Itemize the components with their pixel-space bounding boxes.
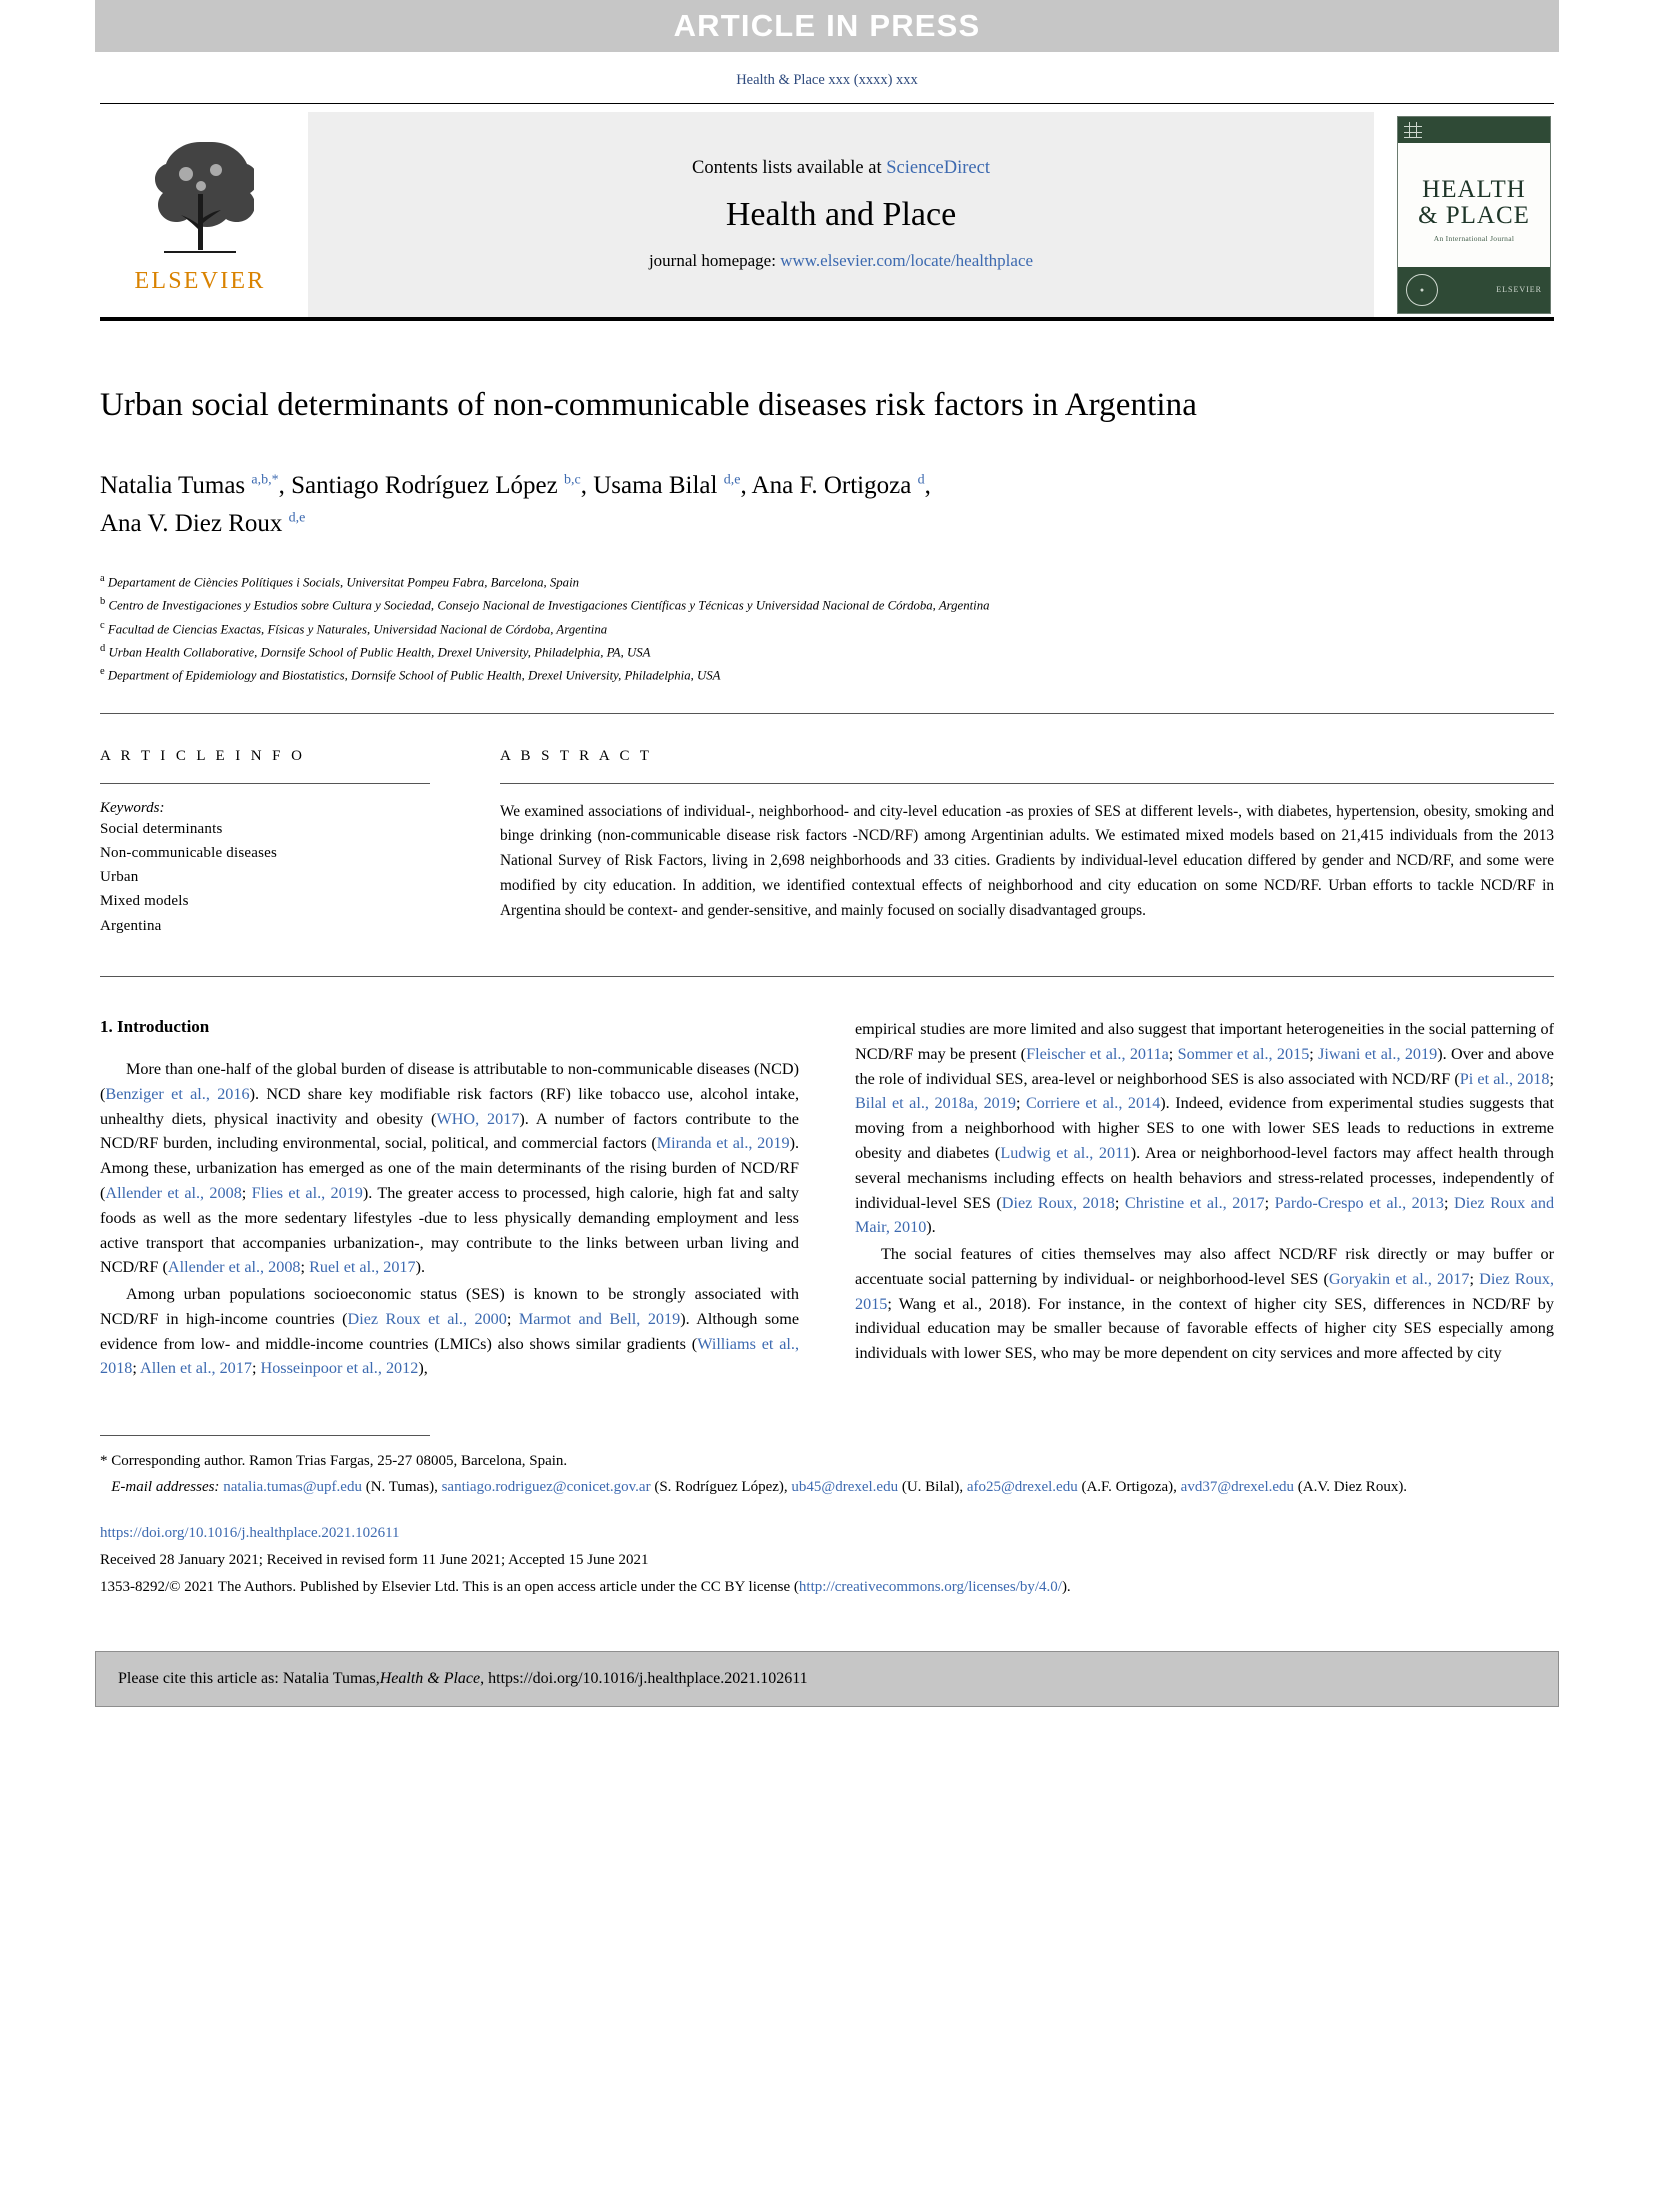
body-columns — [100, 1017, 1554, 1383]
citation-link[interactable]: Diez Roux, 2018 — [1001, 1193, 1115, 1212]
citation-link[interactable]: Allender et al., 2008 — [167, 1258, 301, 1277]
author-list: Natalia Tumas $^{a,b,*}$, Santiago Rodríguez López $^{b,c}$, Usama Bilal $^{d,e}$, Ana F. Ortigoza $^d$, Ana V. Diez Roux $^{d,e}$ — [100, 472, 931, 537]
citation-link[interactable]: Sommer et al., 2015 — [1177, 1044, 1310, 1063]
cover-top-bar — [1398, 117, 1550, 143]
affiliation-item: $^b$ Centro de Investigaciones y Estudios sobre Cultura y Sociedad, Consejo Nacional de Investigaciones Científicas y Técnicas y Universidad Nacional de Córdoba, Argentina — [100, 596, 990, 613]
affiliation-item: $^d$ Urban Health Collaborative, Dornsife School of Public Health, Drexel University, Philadelphia, PA, USA — [100, 643, 651, 660]
publication-history: Received 28 January 2021; Received in revised form 11 June 2021; Accepted 15 June 2021 — [100, 1551, 649, 1568]
cover-title-line1: HEALTH — [1422, 175, 1526, 203]
cover-subtitle: An International Journal — [1433, 234, 1515, 243]
elsevier-logo — [100, 112, 308, 317]
citation-link[interactable]: Benziger et al., 2016 — [105, 1084, 250, 1103]
email-addresses: E-mail addresses: natalia.tumas@upf.edu (N. Tumas), santiago.rodriguez@conicet.gov.ar (S. Rodríguez López), ub45@drexel.edu (U. Bilal), afo25@drexel.edu (A.F. Ortigoza), avd37@drexel.edu (A.V. Diez Roux). — [111, 1479, 1408, 1496]
citation-link[interactable]: Diez Roux et al., 2000 — [347, 1309, 507, 1328]
keyword-item: Mixed models — [100, 893, 189, 910]
article-info-label: A R T I C L E I N F O — [100, 747, 306, 764]
journal-citation-line: Health & Place xxx (xxxx) xxx — [736, 72, 918, 88]
doi-link[interactable]: https://doi.org/10.1016/j.healthplace.2021.102611 — [100, 1524, 400, 1541]
citation-link[interactable]: Marmot and Bell, 2019 — [518, 1309, 681, 1328]
license-suffix: ). — [1061, 1579, 1071, 1596]
cite-journal: Health & Place — [379, 1670, 481, 1688]
citation-link[interactable]: Fleischer et al., 2011a — [1026, 1044, 1169, 1063]
email-link[interactable]: avd37@drexel.edu — [1180, 1479, 1295, 1496]
paragraph: The social features of cities themselves may also affect NCD/RF risk directly or may buffer or accentuate social patterning by individual- or neighborhood-level SES (Goryakin et al., 2017; Diez Roux, 2015; Wang et al., 2018). For instance, in the context of higher city SES, differences in NCD/RF by individual education may be smaller because of favorable effects of higher city SES especially among individuals with lower SES, who may be more dependent on city services and more affected by city — [855, 1245, 1554, 1363]
abstract-column — [500, 748, 1554, 938]
keyword-item: Social determinants — [100, 820, 223, 837]
citation-link[interactable]: Hosseinpoor et al., 2012 — [260, 1359, 419, 1378]
page-title: Urban social determinants of non-communicable diseases risk factors in Argentina — [100, 387, 1197, 423]
journal-homepage-line — [649, 251, 1033, 271]
elsevier-tree-icon — [146, 134, 254, 264]
article-info-column — [100, 748, 430, 938]
article-in-press-banner — [95, 0, 1559, 52]
seal-icon: ● — [1406, 274, 1438, 306]
citation-link[interactable]: Flies et al., 2019 — [251, 1183, 363, 1202]
license-line — [100, 1576, 1554, 1599]
license-prefix: 1353-8292/© 2021 The Authors. Published by Elsevier Ltd. This is an open access article under the CC BY license ( — [100, 1579, 799, 1596]
keyword-item: Non-communicable diseases — [100, 844, 278, 861]
info-divider-top — [100, 713, 1554, 714]
citation-link[interactable]: Bilal et al., 2018a, 2019 — [855, 1094, 1016, 1113]
citation-link[interactable]: Pi et al., 2018 — [1459, 1069, 1550, 1088]
citation-link[interactable]: Allender et al., 2008 — [105, 1183, 242, 1202]
journal-banner — [308, 112, 1374, 317]
keyword-item: Urban — [100, 869, 139, 886]
body-divider — [100, 976, 1554, 977]
footnote-divider — [100, 1435, 430, 1436]
abstract-label: A B S T R A C T — [500, 747, 653, 764]
contents-line — [692, 158, 990, 179]
citation-link[interactable]: Christine et al., 2017 — [1124, 1193, 1265, 1212]
cover-bottom-bar — [1398, 267, 1550, 313]
paragraph: Among urban populations socioeconomic status (SES) is known to be strongly associated with NCD/RF in high-income countries (Diez Roux et al., 2000; Marmot and Bell, 2019). Although some evidence from low- and middle-income countries (LMICs) also shows similar gradients (Williams et al., 2018; Allen et al., 2017; Hosseinpoor et al., 2012), — [100, 1285, 800, 1378]
journal-title: Health and Place — [725, 196, 957, 233]
citation-link[interactable]: Diez Roux and Mair, 2010 — [855, 1193, 1555, 1237]
paragraph: More than one-half of the global burden of disease is attributable to non-communicable diseases (NCD) (Benziger et al., 2016). NCD share key modifiable risk factors (RF) like tobacco use, alcohol intake, unhealthy diets, physical inactivity and obesity (WHO, 2017). A number of factors contribute to the NCD/RF burden, including environmental, social, political, and commercial factors (Miranda et al., 2019). Among these, urbanization has emerged as one of the main determinants of the rising burden of NCD/RF (Allender et al., 2008; Flies et al., 2019). The greater access to processed, high calorie, high fat and salty foods as well as the more sedentary lifestyles -due to less physically demanding employment and less active transport that accompanies urbanization-, may contribute to the links between urban living and NCD/RF (Allender et al., 2008; Ruel et al., 2017). — [100, 1060, 799, 1277]
email-link[interactable]: ub45@drexel.edu — [791, 1479, 899, 1496]
homepage-prefix: journal homepage: — [648, 251, 781, 270]
masthead-divider — [100, 317, 1554, 321]
email-link[interactable]: santiago.rodriguez@conicet.gov.ar — [441, 1479, 651, 1496]
email-link[interactable]: natalia.tumas@upf.edu — [223, 1479, 362, 1496]
citation-link[interactable]: Ruel et al., 2017 — [309, 1258, 416, 1277]
contents-prefix: Contents lists available at — [692, 158, 887, 178]
cover-publisher-label: ELSEVIER — [1496, 285, 1542, 294]
citation-link[interactable]: Pardo-Crespo et al., 2013 — [1274, 1193, 1444, 1212]
paragraph: empirical studies are more limited and also suggest that important heterogeneities in the social patterning of NCD/RF may be present (Fleischer et al., 2011a; Sommer et al., 2015; Jiwani et al., 2019). Over and above the role of individual SES, area-level or neighborhood SES is also associated with NCD/RF (Pi et al., 2018; Bilal et al., 2018a, 2019; Corriere et al., 2014). Indeed, evidence from experimental studies suggests that moving from a neighborhood with higher SES to one with lower SES leads to reductions in extreme obesity and diabetes (Ludwig et al., 2011). Area or neighborhood-level factors may affect health through several mechanisms including effects on health behaviors and stress-related processes, independently of individual-level SES (Diez Roux, 2018; Christine et al., 2017; Pardo-Crespo et al., 2013; Diez Roux and Mair, 2010). — [855, 1020, 1555, 1237]
corresponding-author-note: * Corresponding author. Ramon Trias Fargas, 25-27 08005, Barcelona, Spain. — [100, 1453, 568, 1470]
citation-link[interactable]: Ludwig et al., 2011 — [1000, 1143, 1131, 1162]
cite-prefix: Please cite this article as: Natalia Tumas, — [118, 1670, 380, 1688]
article-in-press-label: ARTICLE IN PRESS — [673, 8, 981, 43]
affiliation-list — [100, 570, 1554, 686]
affiliation-item: $^e$ Department of Epidemiology and Biostatistics, Dornsife School of Public Health, Drexel University, Philadelphia, USA — [100, 666, 721, 683]
section-heading-introduction: 1. Introduction — [100, 1017, 210, 1037]
cover-title — [1398, 177, 1550, 243]
footnotes — [100, 1450, 1554, 1599]
email-link[interactable]: afo25@drexel.edu — [966, 1479, 1078, 1496]
citation-link[interactable]: WHO, 2017 — [436, 1109, 520, 1128]
abstract-text: We examined associations of individual-, neighborhood- and city-level education -as proxies of SES at different levels-, with diabetes, hypertension, obesity, smoking and binge drinking (non-communicable disease risk factors -NCD/RF) among Argentinian adults. We estimated mixed models based on 21,415 individuals from the 2013 National Survey of Risk Factors, living in 2,698 neighborhoods and 33 cities. Gradients by individual-level education differed by gender and NCD/RF, and some were modified by city education. In addition, we identified contextual effects of neighborhood and city education on some NCD/RF. Urban efforts to tackle NCD/RF in Argentina should be context- and gender-sensitive, and mainly focused on socially disadvantaged groups. — [500, 802, 1554, 919]
keywords-heading: Keywords: — [100, 799, 165, 816]
keyword-item: Argentina — [100, 917, 162, 934]
article-info-rule — [100, 783, 430, 784]
license-link[interactable]: http://creativecommons.org/licenses/by/4.0/ — [798, 1579, 1062, 1596]
citation-link[interactable]: Diez Roux, 2015 — [855, 1269, 1554, 1313]
grid-icon — [1404, 122, 1422, 138]
affiliation-item: $^a$ Departament de Ciències Polítiques i Socials, Universitat Pompeu Fabra, Barcelona, Spain — [100, 573, 580, 590]
citation-link[interactable]: Miranda et al., 2019 — [656, 1134, 790, 1153]
cite-this-article-bar — [95, 1651, 1559, 1707]
body-column-left — [100, 1017, 799, 1383]
journal-homepage-link[interactable]: www.elsevier.com/locate/healthplace — [780, 251, 1034, 270]
abstract-rule — [500, 783, 1554, 784]
citation-link[interactable]: Williams et al., 2018 — [100, 1334, 799, 1378]
doi-line — [100, 1522, 1554, 1545]
cover-title-line2: & PLACE — [1418, 201, 1530, 229]
citation-link[interactable]: Goryakin et al., 2017 — [1328, 1269, 1470, 1288]
sciencedirect-link[interactable]: ScienceDirect — [886, 158, 990, 178]
masthead — [100, 103, 1554, 317]
body-column-right — [855, 1017, 1554, 1383]
citation-link[interactable]: Allen et al., 2017 — [140, 1359, 252, 1378]
journal-cover — [1394, 112, 1554, 317]
journal-cover-image — [1397, 116, 1551, 314]
elsevier-wordmark: ELSEVIER — [134, 268, 266, 294]
email-label: E-mail addresses: — [111, 1479, 220, 1496]
citation-link[interactable]: Jiwani et al., 2019 — [1318, 1044, 1438, 1063]
citation-link[interactable]: Corriere et al., 2014 — [1025, 1094, 1161, 1113]
cite-suffix: , https://doi.org/10.1016/j.healthplace.2021.102611 — [480, 1670, 808, 1688]
affiliation-item: $^c$ Facultad de Ciencias Exactas, Físicas y Naturales, Universidad Nacional de Córdoba, Argentina — [100, 619, 608, 637]
